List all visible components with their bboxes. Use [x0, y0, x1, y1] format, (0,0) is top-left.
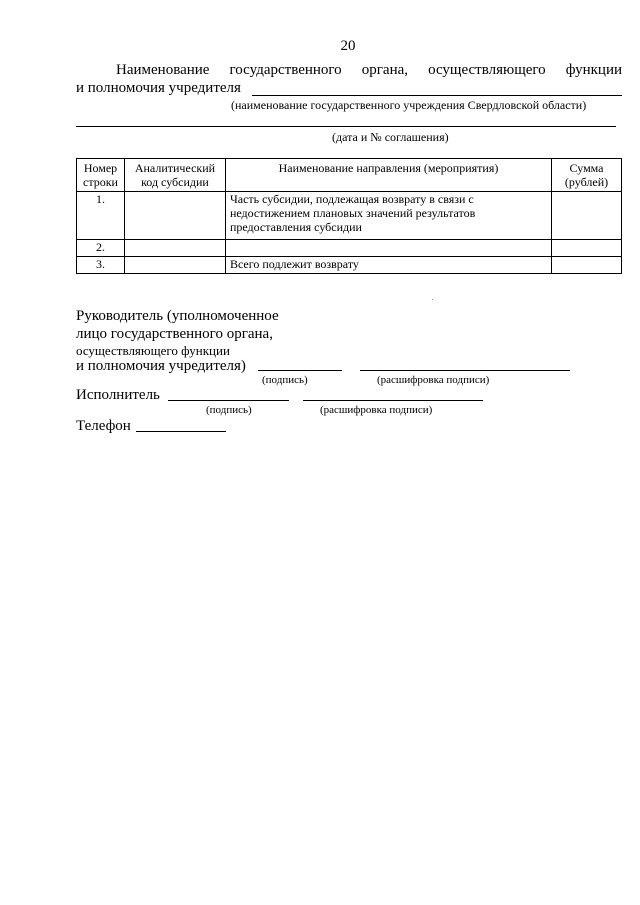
- row-number-cell: 3.: [77, 257, 125, 274]
- head-decode-caption: (расшифровка подписи): [377, 374, 490, 386]
- header-subsidy-code: [124, 159, 225, 192]
- executor-label: Исполнитель: [76, 387, 160, 403]
- head-sign-caption: (подпись): [262, 374, 308, 386]
- table-header-row: [77, 159, 622, 192]
- table-row: [77, 240, 622, 257]
- subsidy-code-cell[interactable]: [124, 192, 225, 240]
- head-label-line3: осуществляющего функции: [76, 343, 230, 358]
- row-number-cell: 1.: [77, 192, 125, 240]
- subsidy-code-cell[interactable]: [124, 257, 225, 274]
- head-label-line2: лицо государственного органа,: [76, 326, 273, 342]
- table-row: [77, 257, 622, 274]
- header-sum-l1: Сумма: [569, 161, 604, 175]
- refund-table: [76, 158, 622, 274]
- direction-cell: Всего подлежит возврату: [225, 257, 551, 274]
- header-row-number-l2: строки: [83, 175, 118, 189]
- header-row-number-l1: Номер: [83, 161, 118, 175]
- header-subsidy-code-l2: код субсидии: [141, 175, 209, 189]
- heading-line1: Наименование государственного органа, осуществляющего функции: [116, 62, 622, 78]
- direction-cell: Часть субсидии, подлежащая возврату в связи с недостижением плановых значений результатов предоставления субсидии: [225, 192, 551, 240]
- subsidy-code-cell[interactable]: [124, 240, 225, 257]
- header-subsidy-code-l1: Аналитический: [134, 161, 216, 175]
- header-sum: [552, 159, 622, 192]
- head-signature-field[interactable]: [258, 356, 342, 371]
- phone-label: Телефон: [76, 418, 131, 434]
- head-label-line4: и полномочия учредителя): [76, 358, 246, 374]
- sum-cell[interactable]: [552, 240, 622, 257]
- caption-agreement: (дата и № соглашения): [332, 130, 449, 144]
- executor-sign-caption: (подпись): [206, 404, 252, 416]
- sum-cell[interactable]: [552, 192, 622, 240]
- phone-field[interactable]: [136, 417, 226, 432]
- head-decode-field[interactable]: [360, 356, 570, 371]
- agreement-field[interactable]: [76, 112, 616, 127]
- direction-cell[interactable]: [225, 240, 551, 257]
- caption-institution: (наименование государственного учреждения Свердловской области): [231, 98, 587, 112]
- executor-decode-caption: (расшифровка подписи): [320, 404, 433, 416]
- header-row-number: [77, 159, 125, 192]
- heading-line2: и полномочия учредителя: [76, 80, 241, 96]
- row-number-cell: 2.: [77, 240, 125, 257]
- executor-decode-field[interactable]: [303, 386, 483, 401]
- table-row: [77, 192, 622, 240]
- scan-speck: [432, 299, 433, 300]
- header-direction-name-l1: Наименование направления (мероприятия): [278, 161, 499, 175]
- header-sum-l2: (рублей): [564, 175, 609, 189]
- page-number: 20: [340, 38, 356, 54]
- sum-cell[interactable]: [552, 257, 622, 274]
- institution-name-field[interactable]: [252, 81, 622, 96]
- header-direction-name: [225, 159, 551, 192]
- head-label-line1: Руководитель (уполномоченное: [76, 308, 279, 324]
- executor-signature-field[interactable]: [168, 386, 289, 401]
